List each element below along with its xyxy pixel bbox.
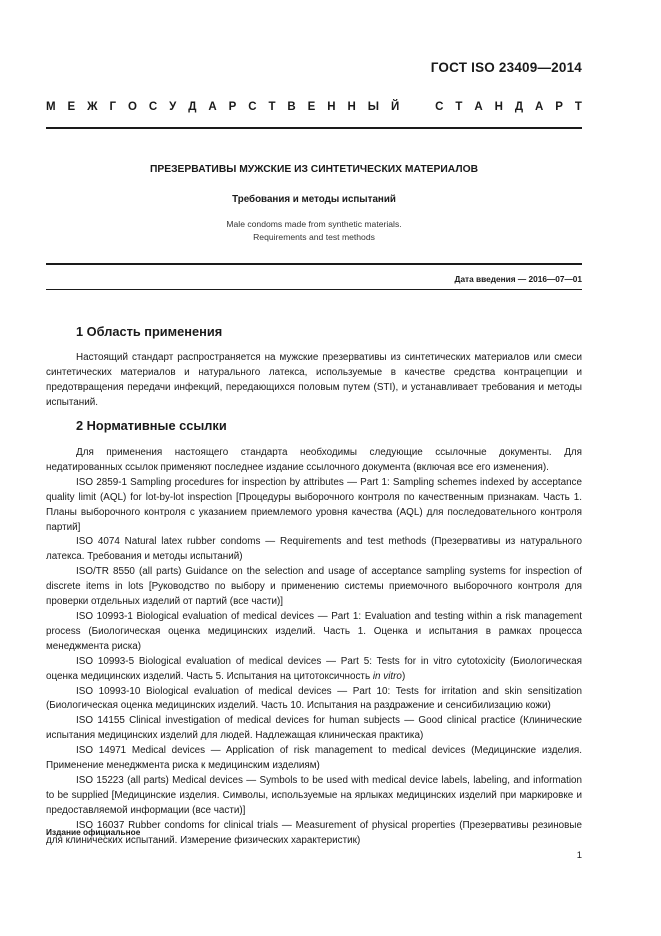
interstate-standard-label <box>46 101 582 113</box>
english-title-line-1: Male condoms made from synthetic materials. <box>226 219 402 229</box>
title-letter: В <box>287 101 296 113</box>
title-letter: Ы <box>367 101 380 113</box>
reference-iso-2859-1: ISO 2859-1 Sampling procedures for inspection by attributes — Part 1: Sampling schemes indexed by acceptance quality limit (AQL) for lot-by-lot inspection [Процедуры выборочного контроля по качественным признакам. Часть 1. Планы выборочного контроля с указанием приемлемого уровня качества (AQL) для последовательного контроля партий] <box>46 476 582 533</box>
document-subtitle: Требования и методы испытаний <box>232 194 396 205</box>
title-letter: Н <box>347 101 356 113</box>
reference-iso-10993-10: ISO 10993-10 Biological evaluation of medical devices — Part 10: Tests for irritation and skin sensitization (Биологическая оценка медицинских изделий. Часть 10. Испытания на раздражение и сенсибилизацию кожи) <box>46 685 582 712</box>
title-letter: Е <box>67 101 76 113</box>
title-letter: С <box>148 101 158 113</box>
document-title: ПРЕЗЕРВАТИВЫ МУЖСКИЕ ИЗ СИНТЕТИЧЕСКИХ МАТЕРИАЛОВ <box>149 164 479 175</box>
title-letter: А <box>208 101 217 113</box>
section-1-text <box>46 351 582 411</box>
title-letter: О <box>127 101 137 113</box>
title-letter: С <box>435 101 444 113</box>
title-letter: Ж <box>87 101 98 113</box>
title-letter: Й <box>390 101 400 113</box>
normative-references <box>46 446 582 848</box>
title-letter: Г <box>109 101 117 113</box>
title-letter: Т <box>574 101 582 113</box>
gost-code: ГОСТ ISO 23409—2014 <box>430 60 582 75</box>
title-letter: Е <box>307 101 316 113</box>
title-letter: М <box>46 101 56 113</box>
title-letter: Р <box>555 101 563 113</box>
reference-iso-14971: ISO 14971 Medical devices — Application of risk management to medical devices (Медицинские изделия. Применение менеджмента риска к медицинским изделиям) <box>46 745 582 772</box>
official-edition-label: Издание официальное <box>46 827 141 837</box>
title-letter: Н <box>494 101 503 113</box>
title-letter: А <box>474 101 483 113</box>
english-title <box>46 218 582 244</box>
reference-iso-15223: ISO 15223 (all parts) Medical devices — Symbols to be used with medical device labels, labeling, and information to be supplied [Медицинские изделия. Символы, используемые на ярлыках медицинских изделий при маркировке и предоставляемой информации (все части)] <box>46 774 582 816</box>
title-letter: Н <box>327 101 336 113</box>
reference-iso-tr-8550: ISO/TR 8550 (all parts) Guidance on the selection and usage of acceptance sampling systems for inspection of discrete items in lots [Руководство по выбору и применению системы приемочного выборочного контроля для проверки отдельных изделий от партий (все части)] <box>46 566 582 608</box>
title-letter: А <box>534 101 544 113</box>
page-number: 1 <box>576 850 582 861</box>
section-1-paragraph: Настоящий стандарт распространяется на мужские презервативы из синтетических материалов или смеси синтетических материалов и натурального латекса, используемые в качестве средства контрацепции и предотвращения передачи инфекций, передающихся половым путем (STI), и устанавливает требования и методы испытаний. <box>46 352 582 408</box>
title-letter: Т <box>455 101 463 113</box>
title-letter: Д <box>514 101 524 113</box>
title-letter: Т <box>268 101 276 113</box>
reference-iso-10993-5: ISO 10993-5 Biological evaluation of medical devices — Part 5: Tests for in vitro cytotoxicity (Биологическая оценка медицинских изделий. Часть 5. Испытания на цитотоксичность in vitro) <box>46 655 582 682</box>
title-letter: Р <box>228 101 237 113</box>
title-word-gap <box>411 101 423 113</box>
english-title-line-2: Requirements and test methods <box>253 231 375 242</box>
top-rule <box>46 127 582 129</box>
title-letter: С <box>248 101 257 113</box>
introduction-date: Дата введения — 2016—07—01 <box>454 274 582 284</box>
footer-rule <box>46 289 582 290</box>
reference-iso-4074: ISO 4074 Natural latex rubber condoms — Requirements and test methods (Презервативы из натурального латекса. Требования и методы испытаний) <box>46 536 582 563</box>
title-rule <box>46 263 582 265</box>
references-intro: Для применения настоящего стандарта необходимы следующие ссылочные документы. Для недатированных ссылок применяют последнее издание ссылочного документа (включая все его изменения). <box>46 447 582 473</box>
reference-iso-10993-1: ISO 10993-1 Biological evaluation of medical devices — Part 1: Evaluation and testing within a risk management process (Биологическая оценка медицинских изделий. Часть 1. Оценка и испытания в рамках процесса менеджмента риска) <box>46 610 582 652</box>
section-1-heading: 1 Область применения <box>76 324 223 339</box>
reference-iso-14155: ISO 14155 Clinical investigation of medical devices for human subjects — Good clinical practice (Клинические испытания медицинских изделий для людей. Надлежащая клиническая практика) <box>46 715 582 742</box>
title-letter: У <box>169 101 177 113</box>
section-2-heading: 2 Нормативные ссылки <box>76 418 227 433</box>
title-letter: Д <box>188 101 197 113</box>
reference-iso-16037: ISO 16037 Rubber condoms for clinical trials — Measurement of physical properties (Презервативы резиновые для клинических испытаний. Измерение физических характеристик) <box>46 819 582 846</box>
